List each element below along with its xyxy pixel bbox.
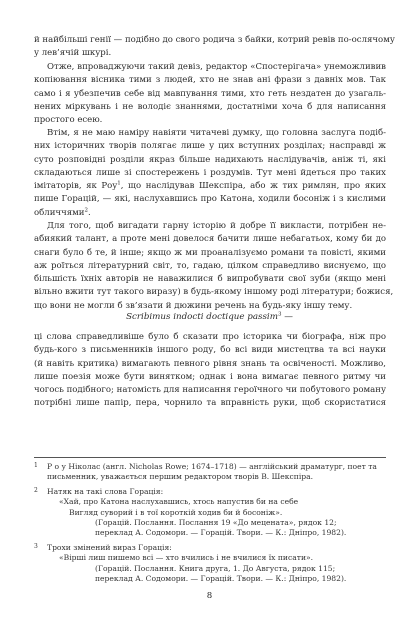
text-line: снаги було б те, й інше; якщо ж ми проаналізуємо романи та повісті, якими bbox=[34, 247, 386, 258]
text-line: чогось подібного; натомість для написання героїчного чи побутового роману bbox=[34, 385, 386, 395]
text-line: будь-кого з письменників іншого роду, бо всі види мистецтва та всі науки bbox=[34, 345, 386, 356]
footnote-line: письменник, уважається першим редактором творів В. Шекспіра. bbox=[47, 472, 314, 482]
text-line: само і я убезпечив себе від мавпування тими, хто геть нездатен до узагаль- bbox=[34, 88, 386, 99]
text-line: копіювання вісника тими з людей, хто не знав ані фрази з давніх мов. Так bbox=[34, 75, 386, 86]
text-line: Втім, я не маю наміру навіяти читачеві думку, що головна заслуга подіб- bbox=[47, 128, 386, 138]
text-line: ці слова справедливіше було б сказати про історика чи біографа, ніж про bbox=[34, 332, 386, 342]
text-fragment: обличчями bbox=[34, 207, 85, 218]
text-line: більшість їхніх авторів не наважилися б випробувати свої зуби (якщо мені bbox=[34, 274, 386, 284]
footnote-divider bbox=[34, 457, 386, 458]
text-line: й найбільші генії — подібно до свого родича з байки, котрий ревів по-ослячому bbox=[34, 35, 395, 45]
footnote-2 bbox=[34, 487, 386, 538]
text-line: нених міркувань і не володіє знаннями, достатніми хоча б для написання bbox=[34, 101, 386, 112]
text-line: простого есею. bbox=[34, 115, 103, 125]
paragraph bbox=[34, 61, 386, 127]
latin-quote bbox=[0, 312, 419, 322]
paragraph-continuation bbox=[34, 34, 395, 61]
paragraph bbox=[34, 220, 394, 313]
footnote-line: (Горацій. Послання. Послання 19 «До мецената», рядок 12; bbox=[95, 517, 337, 527]
page-number: 8 bbox=[206, 591, 213, 601]
text-line: потрібні лише папір, пера, чорнило та вправність руки, щоб скористатися bbox=[34, 398, 386, 409]
text-line: аж роїться літературний світ, то, гадаю, цілком справедливо виснуємо, що bbox=[34, 260, 386, 271]
footnote-1 bbox=[34, 462, 386, 483]
text-line: Отже, впроваджуючи такий девіз, редактор «Спостерігача» унеможливив bbox=[47, 62, 386, 72]
text-line: них історичних творів полягає лише у цих вступних розділах; насправді ж bbox=[34, 141, 386, 152]
text-fragment: , що наслідував Шекспіра, або ж тих римлян, про яких bbox=[120, 181, 386, 191]
paragraph bbox=[34, 127, 386, 220]
text-line: абиякий талант, а проте мені довелося бачити лише небагатьох, кому би до bbox=[34, 234, 386, 245]
footnote-line: «Вірші лиш пишемо всі — хто вчились і не вчилися їх писати». bbox=[59, 553, 314, 563]
footnote-line: Вигляд суворий і в тої короткій ходив би й босоніж». bbox=[69, 507, 283, 517]
footnote-line: «Хай, про Катона наслухавшись, хтось напустив би на себе bbox=[59, 497, 299, 507]
text-line bbox=[34, 180, 386, 193]
text-line: у лев’ячій шкурі. bbox=[34, 48, 112, 59]
text-line: що вони не могли б зв’язати й дюжини речень на будь-яку іншу тему. bbox=[34, 300, 353, 311]
text-fragment: імітаторів, як Роу bbox=[34, 181, 118, 191]
footnote-line: Р о у Ніколас (англ. Nicholas Rowe; 1674–1718) — англійський драматург, поет та bbox=[47, 462, 377, 471]
text-line: Для того, щоб вигадати гарну історію й добре її викласти, потрібен не- bbox=[47, 221, 386, 231]
text-line: пише Горацій, — які, наслухавшись про Катона, ходили босоніж і з кислими bbox=[34, 194, 386, 205]
paragraph bbox=[34, 331, 386, 411]
footnote-line: переклад А. Содомори. — Горацій. Твори. — К.: Дніпро, 1982). bbox=[95, 528, 347, 538]
footnote-line: Трохи змінений вираз Горація: bbox=[47, 543, 172, 552]
footnote-line: (Горацій. Послання. Книга друга, 1. До Августа, рядок 115; bbox=[95, 563, 336, 573]
footnote-ref-3[interactable]: 3 bbox=[277, 311, 282, 318]
quote-text: Scribimus indocti doctique passim bbox=[126, 312, 278, 322]
footnote-ref-2[interactable]: 2 bbox=[84, 207, 88, 213]
footnote-number: 2 bbox=[34, 487, 38, 494]
footnote-line: переклад А. Содомори. — Горацій. Твори. — К.: Дніпро, 1982). bbox=[95, 573, 347, 583]
footnote-3 bbox=[34, 543, 386, 584]
footnote-number: 1 bbox=[34, 462, 38, 469]
text-line: складаються лише зі спостережень і роздумів. Тут мені йдеться про таких bbox=[34, 167, 386, 178]
footnote-ref-1[interactable]: 1 bbox=[117, 180, 121, 187]
footnote-line: Натяк на такі слова Горація: bbox=[47, 487, 164, 496]
text-line: вільно вжити тут такого виразу) в будь-якому іншому роді літератури; божися, bbox=[34, 287, 394, 298]
quote-dash: — bbox=[281, 312, 293, 322]
footnote-number: 3 bbox=[34, 543, 38, 550]
text-line: суто розповідні розділи якраз більше надихають наслідувачів, аніж ті, які bbox=[34, 154, 386, 165]
text-line: обличчями$^2$. bbox=[34, 207, 91, 218]
text-line: (й навіть критика) вимагають певного рівня знань та освіченості. Можливо, bbox=[34, 358, 386, 369]
text-line: лише поезія може бути винятком; однак і вона вимагає певного ритму чи bbox=[34, 371, 386, 382]
